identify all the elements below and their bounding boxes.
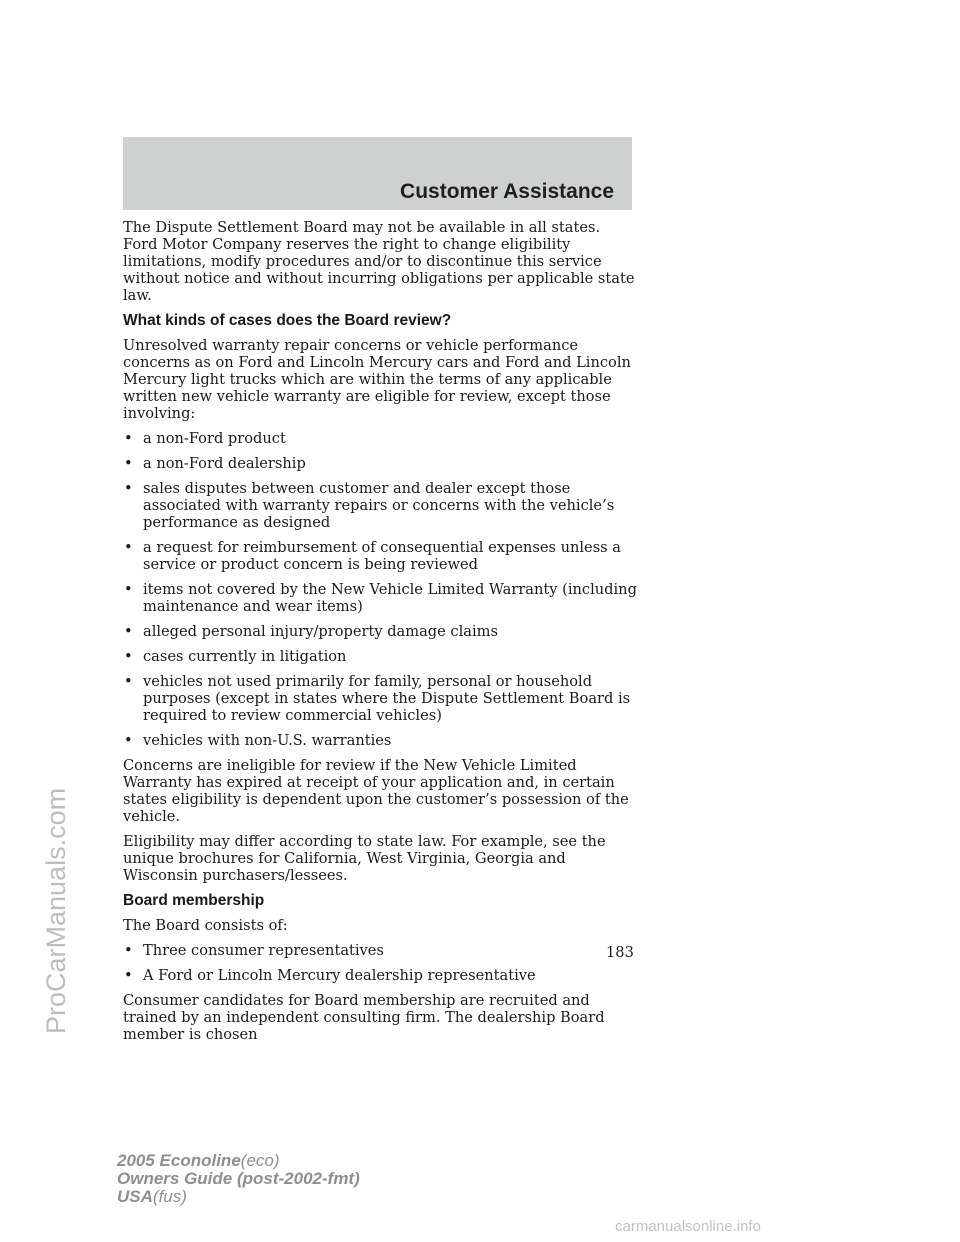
- list-item-text: alleged personal injury/property damage claims: [143, 623, 498, 640]
- bullet-icon: •: [124, 430, 133, 447]
- footer-line-region: [117, 1188, 360, 1206]
- board-consists-paragraph: The Board consists of:: [123, 917, 288, 934]
- list-item-text: cases currently in litigation: [143, 648, 347, 665]
- list-item: [123, 648, 637, 665]
- section-header-band: [123, 137, 632, 210]
- eligible-cases-paragraph: Unresolved warranty repair concerns or vehicle performance concerns as on Ford and Lincoln Mercury cars and Ford and Lincoln Mercury light trucks which are within the terms of any applicable written new vehicle warranty are eligible for review, except those involving:: [123, 337, 631, 422]
- bullet-icon: •: [124, 539, 133, 556]
- side-watermark: ProCarManuals.com: [41, 787, 71, 1034]
- bullet-icon: •: [124, 648, 133, 665]
- list-item: [123, 732, 637, 749]
- footer-guide: Owners Guide (post-2002-fmt): [117, 1169, 360, 1188]
- list-item-text: items not covered by the New Vehicle Limited Warranty (including maintenance and wear items): [143, 581, 637, 615]
- list-item: [123, 942, 637, 959]
- list-item-text: A Ford or Lincoln Mercury dealership representative: [143, 967, 536, 984]
- site-footer-watermark: carmanualsonline.info: [615, 1218, 761, 1235]
- bullet-icon: •: [124, 967, 133, 984]
- document-footer: [117, 1152, 360, 1206]
- list-item-text: a non-Ford dealership: [143, 455, 306, 472]
- footer-model-code: (eco): [240, 1151, 280, 1170]
- bullet-icon: •: [124, 480, 133, 497]
- list-item-text: a non-Ford product: [143, 430, 286, 447]
- list-item: [123, 673, 637, 724]
- cases-heading: What kinds of cases does the Board review?: [123, 312, 452, 329]
- state-law-paragraph: Eligibility may differ according to state law. For example, see the unique brochures for California, West Virginia, Georgia and Wisconsin purchasers/lessees.: [123, 833, 606, 884]
- footer-line-model: [117, 1152, 360, 1170]
- page-body: [123, 219, 637, 1051]
- section-title: Customer Assistance: [400, 180, 614, 203]
- list-item-text: Three consumer representatives: [143, 942, 384, 959]
- bullet-icon: •: [124, 673, 133, 690]
- list-item-text: a request for reimbursement of consequential expenses unless a service or product concern is being reviewed: [143, 539, 622, 573]
- page-number: 183: [606, 944, 634, 961]
- bullet-icon: •: [124, 623, 133, 640]
- ineligible-paragraph: Concerns are ineligible for review if the New Vehicle Limited Warranty has expired at receipt of your application and, in certain states eligibility is dependent upon the customer’s possession of the vehicle.: [123, 757, 629, 825]
- bullet-icon: •: [124, 581, 133, 598]
- list-item: [123, 623, 637, 640]
- footer-region: USA: [117, 1187, 153, 1206]
- footer-model: 2005 Econoline: [117, 1151, 241, 1170]
- membership-list: [123, 942, 637, 984]
- intro-paragraph: The Dispute Settlement Board may not be available in all states. Ford Motor Company reserves the right to change eligibility limitations, modify procedures and/or to discontinue this service without notice and without incurring obligations per applicable state law.: [123, 219, 635, 304]
- bullet-icon: •: [124, 732, 133, 749]
- list-item: [123, 539, 637, 573]
- list-item-text: vehicles with non-U.S. warranties: [143, 732, 392, 749]
- footer-line-guide: [117, 1170, 360, 1188]
- list-item: [123, 480, 637, 531]
- footer-region-code: (fus): [152, 1187, 187, 1206]
- list-item-text: sales disputes between customer and dealer except those associated with warranty repairs or concerns with the vehicle’s performance as designed: [143, 480, 615, 531]
- exclusions-list: [123, 430, 637, 749]
- bullet-icon: •: [124, 455, 133, 472]
- candidates-paragraph: Consumer candidates for Board membership are recruited and trained by an independent consulting firm. The dealership Board member is chosen: [123, 992, 605, 1043]
- list-item: [123, 455, 637, 472]
- membership-heading: Board membership: [123, 892, 265, 909]
- bullet-icon: •: [124, 942, 133, 959]
- list-item: [123, 430, 637, 447]
- list-item: [123, 967, 637, 984]
- list-item-text: vehicles not used primarily for family, personal or household purposes (except in states where the Dispute Settlement Board is required to review commercial vehicles): [143, 673, 631, 724]
- list-item: [123, 581, 637, 615]
